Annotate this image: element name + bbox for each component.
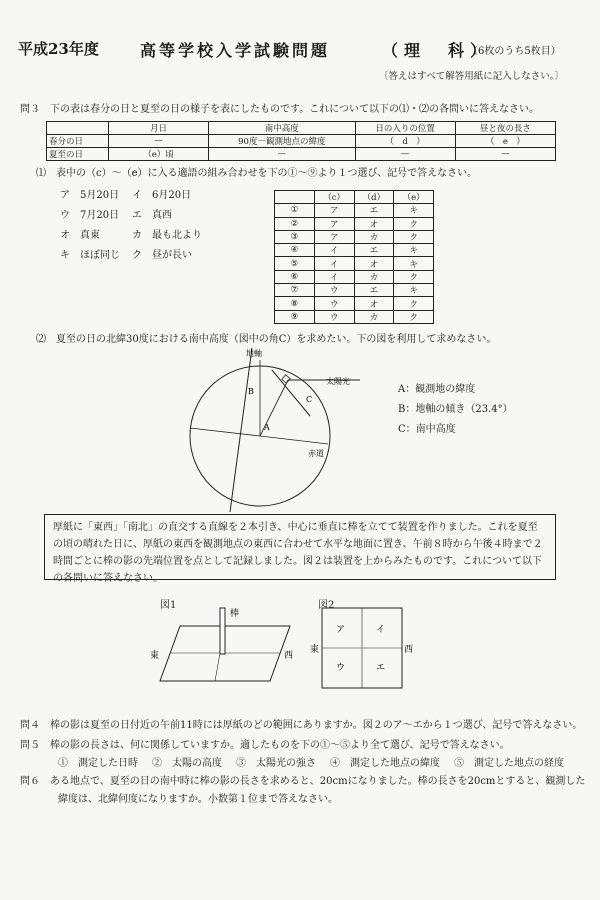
earth-diagram xyxy=(160,344,380,514)
table-row xyxy=(275,297,434,310)
list-item: ② 太陽の高度 xyxy=(152,758,222,769)
equator-line xyxy=(260,436,328,444)
table-cell: カ xyxy=(354,310,394,323)
angle-a-label: A xyxy=(264,423,270,432)
option-text: カ 最も北より xyxy=(132,230,202,241)
q6-line2: 緯度は、北緯何度になりますか。小数第１位まで答えなさい。 xyxy=(58,794,338,805)
fig1-title: 図1 xyxy=(160,600,177,611)
sun-label: 太陽光 xyxy=(326,377,350,386)
list-item: ③ 太陽光の強さ xyxy=(236,758,316,769)
season-table xyxy=(46,121,556,161)
table-cell: ⑦ xyxy=(275,284,315,297)
table-cell: カ xyxy=(354,270,394,283)
table-cell: ア xyxy=(314,217,354,230)
table-cell: ア xyxy=(314,204,354,217)
equator-line-left xyxy=(190,428,260,436)
table-cell: ④ xyxy=(275,244,315,257)
option-text: ク 昼が長い xyxy=(132,250,192,261)
table-cell: ① xyxy=(275,204,315,217)
table-cell: エ xyxy=(354,284,394,297)
table-row xyxy=(275,257,434,270)
table-cell: キ xyxy=(394,204,434,217)
q3-sub1: ⑴ 表中の（c）～（e）に入る適語の組み合わせを下の①～⑨より１つ選び、記号で答えなさい。 xyxy=(36,168,478,179)
page-indicator: （6枚のうち5枚目） xyxy=(468,46,561,57)
legend-a: A：観測地の緯度 xyxy=(398,384,476,395)
option-text: キ ほぼ同じ xyxy=(60,250,120,261)
table-header: 日の入りの位置 xyxy=(355,122,455,135)
table-cell: ウ xyxy=(314,297,354,310)
list-item xyxy=(60,246,204,266)
table-cell: カ xyxy=(354,230,394,243)
table-cell: 90度－観測地点の緯度 xyxy=(209,135,355,148)
table-cell: — xyxy=(209,148,355,161)
table-cell: ③ xyxy=(275,230,315,243)
angle-c-label: C xyxy=(306,395,313,404)
table-cell: オ xyxy=(354,257,394,270)
table-row xyxy=(275,217,434,230)
table-cell: （ e ） xyxy=(455,135,555,148)
table-header: （e） xyxy=(394,191,434,204)
table-row xyxy=(275,284,434,297)
list-item: ④ 測定した地点の緯度 xyxy=(330,758,440,769)
option-text: ウ 7月20日 xyxy=(60,210,120,221)
q3-intro: 問３ 下の表は春分の日と夏至の日の様子を表にしたものです。これについて以下の⑴・⑵の各問いに答えなさい。 xyxy=(20,104,539,115)
table-cell: — xyxy=(455,148,555,161)
table-header xyxy=(275,191,315,204)
axis-label: 地軸 xyxy=(246,349,262,358)
table-cell: ② xyxy=(275,217,315,230)
q5-text: 問５ 棒の影の長さは、何に関係していますか。適したものを下の①～⑤より全て選び、記号で答えなさい。 xyxy=(20,740,510,751)
table-header: （d） xyxy=(354,191,394,204)
table-cell: イ xyxy=(314,244,354,257)
legend-c: C：南中高度 xyxy=(398,424,456,435)
option-text: エ 真西 xyxy=(132,210,172,221)
table-cell: ク xyxy=(394,270,434,283)
table-cell: 夏至の日 xyxy=(47,148,109,161)
table-row xyxy=(275,191,434,204)
exam-title: 高等学校入学試験問題 xyxy=(140,41,331,60)
table-cell: ク xyxy=(394,310,434,323)
table-cell: キ xyxy=(394,284,434,297)
table-row xyxy=(47,122,556,135)
table-row xyxy=(275,204,434,217)
stick xyxy=(220,608,225,654)
table-cell: キ xyxy=(394,244,434,257)
table-cell: イ xyxy=(314,257,354,270)
table-row xyxy=(47,148,556,161)
list-item xyxy=(60,226,204,246)
table-cell: オ xyxy=(354,297,394,310)
region-a: ア xyxy=(336,625,346,635)
table-cell: エ xyxy=(354,244,394,257)
table-cell: — xyxy=(355,148,455,161)
table-row xyxy=(275,244,434,257)
table-cell: （e）頃 xyxy=(108,148,208,161)
table-row xyxy=(275,310,434,323)
table-cell: ク xyxy=(394,217,434,230)
legend-b: B：地軸の傾き（23.4°） xyxy=(398,404,513,415)
table-row xyxy=(275,230,434,243)
table-header: （c） xyxy=(314,191,354,204)
fig1-diagram xyxy=(150,606,300,686)
q5-options xyxy=(58,756,564,772)
list-item: ⑤ 測定した地点の経度 xyxy=(454,758,564,769)
right-angle-mark xyxy=(282,375,290,383)
experiment-description: 厚紙に「東西」「南北」の直交する直線を２本引き、中心に垂直に棒を立てて装置を作りました。これを夏至の頃の晴れた日に、厚紙の東西を観測地点の東西に合わせて水平な地面に置き、午前８時から午後４時まで２時間ごとに棒の影の先端位置を点として記録しました。図２は装置を上からみたものです。これについて以下の各問いに答えなさい。 xyxy=(44,514,556,580)
west-label: 西 xyxy=(404,645,414,655)
region-e: エ xyxy=(376,663,386,673)
table-header: 南中高度 xyxy=(209,122,355,135)
table-row xyxy=(47,135,556,148)
q3-sub2: ⑵ 夏至の日の北緯30度における南中高度（図中の角C）を求めたい。下の図を利用して求めなさい。 xyxy=(36,334,497,345)
list-item: ① 測定した日時 xyxy=(58,758,138,769)
table-cell: ウ xyxy=(314,284,354,297)
table-cell: ア xyxy=(314,230,354,243)
option-text: ア 5月20日 xyxy=(60,190,120,201)
east-label: 東 xyxy=(150,651,160,661)
option-list xyxy=(60,186,204,266)
table-header: 昼と夜の長さ xyxy=(455,122,555,135)
option-text: オ 真東 xyxy=(60,230,100,241)
table-cell: オ xyxy=(354,217,394,230)
table-cell: ⑤ xyxy=(275,257,315,270)
west-label: 西 xyxy=(284,651,294,661)
q6-line1: 問６ ある地点で、夏至の日の南中時に棒の影の長さを求めると、20cmになりました。棒の長さを20cmとすると、観測した xyxy=(20,776,586,787)
answer-note: 〔答えはすべて解答用紙に記入しなさい。〕 xyxy=(378,71,564,82)
east-label: 東 xyxy=(310,645,320,655)
table-cell: ⑥ xyxy=(275,270,315,283)
fig2-diagram xyxy=(308,606,418,690)
horizon-tangent xyxy=(272,370,313,416)
table-row xyxy=(275,270,434,283)
table-header xyxy=(47,122,109,135)
stick-label: 棒 xyxy=(230,609,240,619)
list-item xyxy=(60,186,204,206)
option-text: イ 6月20日 xyxy=(132,190,192,201)
q4-text: 問４ 棒の影は夏至の日付近の午前11時には厚紙のどの範囲にありますか。図２のア～エから１つ選び、記号で答えなさい。 xyxy=(20,720,583,731)
region-i: イ xyxy=(376,625,386,635)
table-cell: イ xyxy=(314,270,354,283)
list-item xyxy=(60,206,204,226)
table-cell: 春分の日 xyxy=(47,135,109,148)
table-cell: ⑧ xyxy=(275,297,315,310)
table-cell: （ d ） xyxy=(355,135,455,148)
table-cell: — xyxy=(108,135,208,148)
equator-label: 赤道 xyxy=(308,449,324,458)
table-cell: キ xyxy=(394,257,434,270)
table-cell: ウ xyxy=(314,310,354,323)
table-header: 月日 xyxy=(108,122,208,135)
table-cell: ク xyxy=(394,230,434,243)
fig2-title: 図2 xyxy=(318,600,335,611)
table-cell: ⑨ xyxy=(275,310,315,323)
exam-subject: （理 科） xyxy=(382,41,493,60)
exam-year: 平成23年度 xyxy=(18,40,99,58)
combination-table xyxy=(274,190,434,324)
angle-b-label: B xyxy=(248,387,254,396)
table-cell: エ xyxy=(354,204,394,217)
earth-axis-line xyxy=(230,348,252,512)
region-u: ウ xyxy=(336,663,346,673)
table-cell: ク xyxy=(394,297,434,310)
